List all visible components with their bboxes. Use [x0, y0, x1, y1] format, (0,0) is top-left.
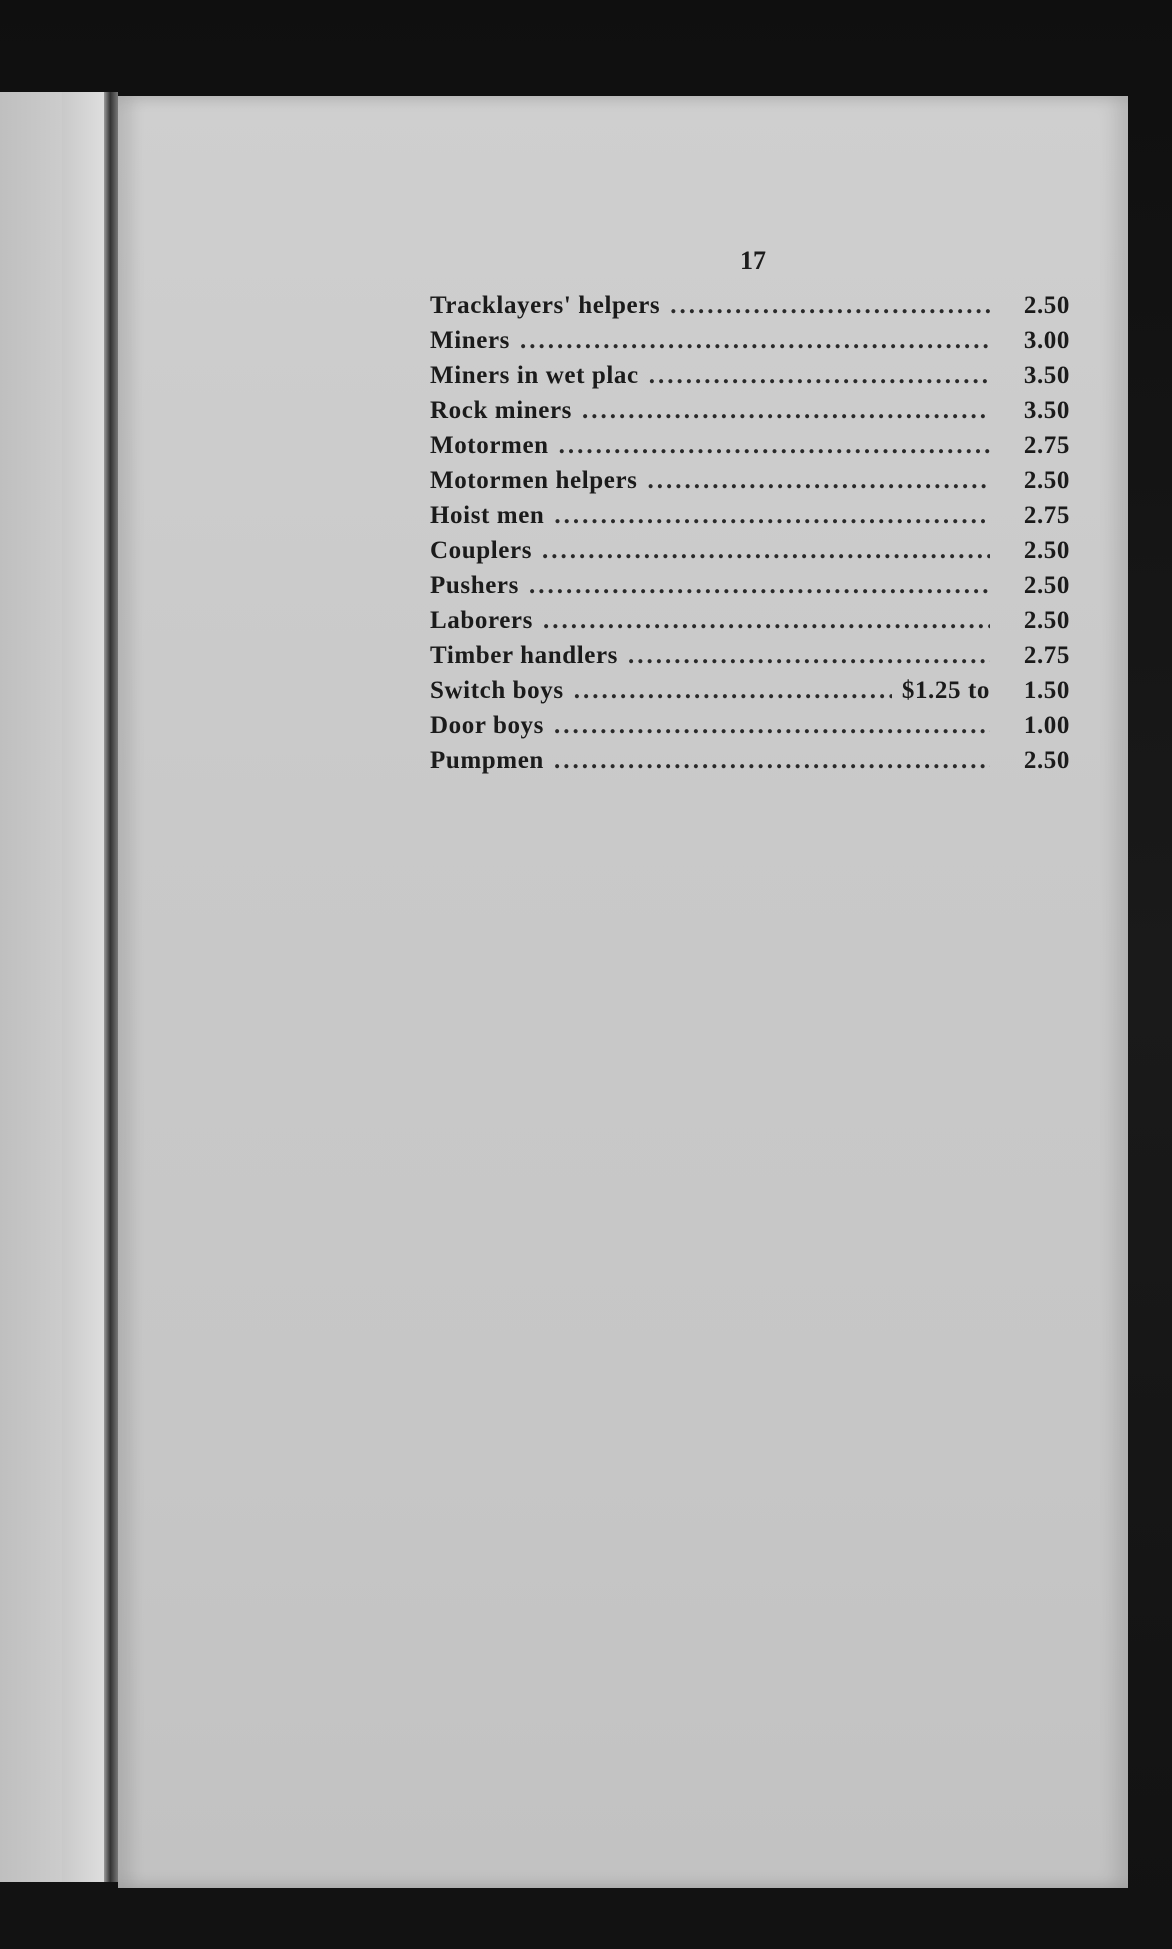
wage-value: 2.50 [1023, 537, 1070, 564]
wage-row [430, 712, 1070, 747]
job-title: Motormen [430, 432, 549, 459]
job-title: Tracklayers' helpers [430, 292, 661, 319]
dot-leader [543, 607, 990, 635]
job-title: Motormen helpers [430, 467, 638, 494]
wage-value: 1.50 [1023, 677, 1070, 704]
wage-value: 2.75 [1023, 432, 1070, 459]
job-title: Door boys [430, 712, 544, 739]
dot-leader [649, 362, 990, 390]
dot-leader [559, 432, 990, 460]
wage-row [430, 607, 1070, 642]
dot-leader [670, 292, 990, 320]
job-title: Pushers [430, 572, 519, 599]
wage-row [430, 537, 1070, 572]
dot-leader [542, 537, 990, 565]
dot-leader [554, 712, 990, 740]
job-title: Rock miners [430, 397, 573, 424]
dot-leader [647, 467, 990, 495]
dot-leader [520, 327, 990, 355]
job-title: Timber handlers [430, 642, 618, 669]
wage-row [430, 362, 1070, 397]
wage-row [430, 502, 1070, 537]
wage-value: 2.50 [1023, 292, 1070, 319]
wage-value: 3.00 [1023, 327, 1070, 354]
wage-value: 3.50 [1023, 362, 1070, 389]
job-title: Switch boys [430, 677, 564, 704]
wage-value: 3.50 [1023, 397, 1070, 424]
job-title: Couplers [430, 537, 533, 564]
book-spine [104, 92, 118, 1882]
document-page [118, 96, 1128, 1888]
wage-value: 1.00 [1023, 712, 1070, 739]
wage-row [430, 677, 1070, 712]
wage-row [430, 432, 1070, 467]
page-number: 17 [740, 246, 766, 275]
job-title: Laborers [430, 607, 533, 634]
job-title: Pumpmen [430, 747, 544, 774]
dot-leader [582, 397, 990, 425]
dot-leader [574, 677, 892, 705]
dot-leader [529, 572, 990, 600]
dot-leader [554, 502, 990, 530]
job-title: Miners in wet plac [430, 362, 639, 389]
wage-range-prefix: $1.25 to [901, 677, 990, 704]
wage-value: 2.75 [1023, 642, 1070, 669]
dot-leader [628, 642, 990, 670]
wage-value: 2.75 [1023, 502, 1070, 529]
wage-row [430, 397, 1070, 432]
wage-row [430, 327, 1070, 362]
job-title: Miners [430, 327, 510, 354]
wage-list [430, 292, 1070, 782]
job-title: Hoist men [430, 502, 545, 529]
wage-row [430, 292, 1070, 327]
wage-row [430, 572, 1070, 607]
wage-row [430, 747, 1070, 782]
wage-row [430, 467, 1070, 502]
wage-value: 2.50 [1023, 467, 1070, 494]
wage-value: 2.50 [1023, 747, 1070, 774]
wage-value: 2.50 [1023, 607, 1070, 634]
wage-value: 2.50 [1023, 572, 1070, 599]
dot-leader [554, 747, 990, 775]
wage-row [430, 642, 1070, 677]
